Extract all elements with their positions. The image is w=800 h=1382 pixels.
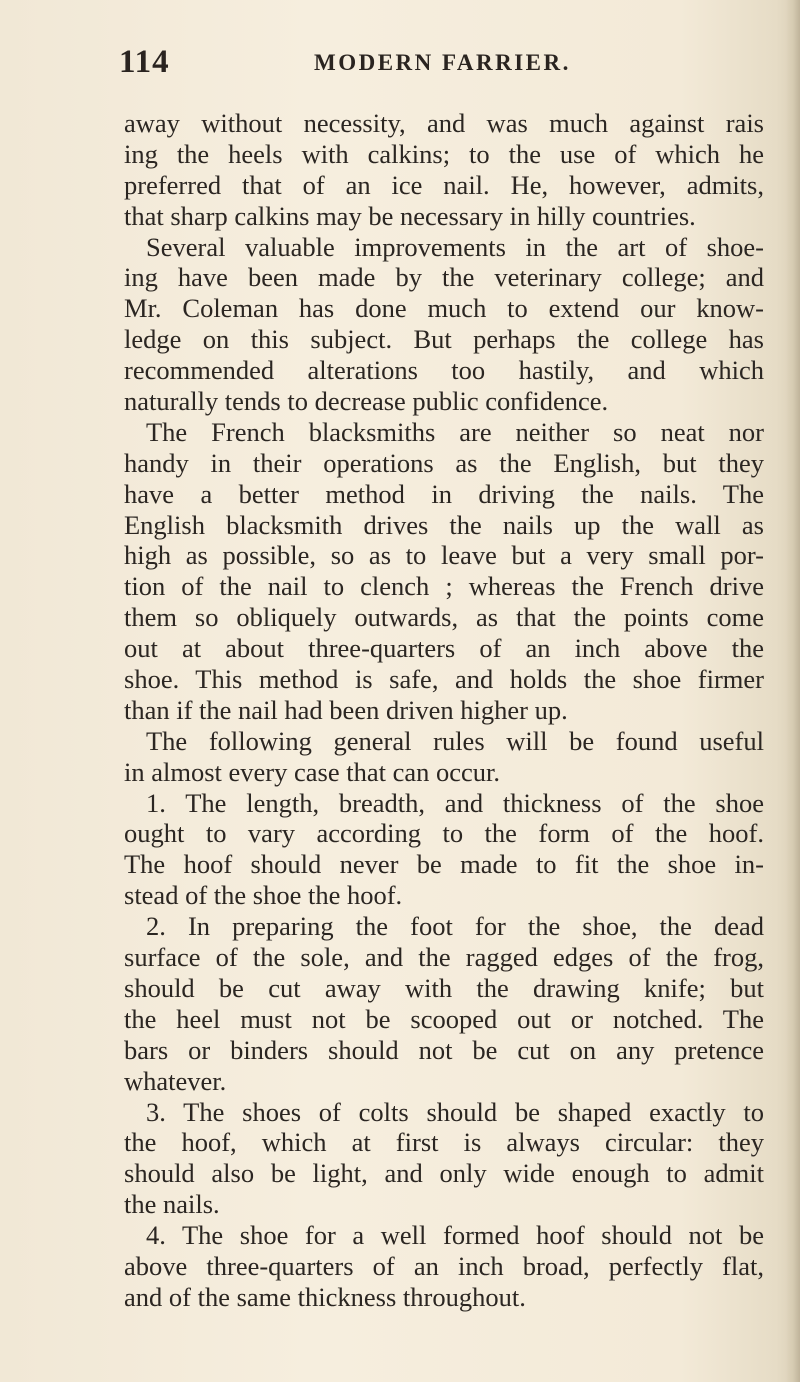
text-line: 2. In preparing the foot for the shoe, the dead <box>146 911 764 942</box>
text-line: The following general rules will be found useful <box>146 725 764 756</box>
text-line: surface of the sole, and the ragged edges of the frog, <box>124 942 764 973</box>
text-line: ing have been made by the veterinary college; and <box>124 262 764 293</box>
text-line: stead of the shoe the hoof. <box>124 880 403 911</box>
body-text <box>124 108 764 1313</box>
page-number: 114 <box>119 44 170 80</box>
text-line: English blacksmith drives the nails up the wall as <box>124 509 764 540</box>
running-head: MODERN FARRIER. <box>314 50 571 75</box>
text-line: above three-quarters of an inch broad, perfectly flat, <box>124 1250 764 1281</box>
text-line: 1. The length, breadth, and thickness of the shoe <box>146 787 764 818</box>
text-line: 4. The shoe for a well formed hoof should not be <box>146 1220 764 1251</box>
text-line: the heel must not be scooped out or notched. The <box>124 1003 764 1034</box>
text-line: out at about three-quarters of an inch above the <box>124 633 764 664</box>
text-line: preferred that of an ice nail. He, however, admits, <box>124 169 764 200</box>
text-line: Several valuable improvements in the art of shoe- <box>146 231 764 262</box>
text-line: should also be light, and only wide enough to admit <box>124 1158 764 1189</box>
text-line: than if the nail had been driven higher up. <box>124 694 568 725</box>
text-line: away without necessity, and was much against rais <box>124 108 764 138</box>
text-line: The French blacksmiths are neither so neat nor <box>146 416 764 447</box>
text-line: handy in their operations as the English, but they <box>124 447 764 478</box>
text-line: ledge on this subject. But perhaps the college has <box>124 324 764 355</box>
text-line: ing the heels with calkins; to the use of which he <box>124 138 764 169</box>
text-line: The hoof should never be made to fit the shoe in- <box>124 849 764 880</box>
text-line: have a better method in driving the nails. The <box>124 478 764 509</box>
text-line: tion of the nail to clench ; whereas the French drive <box>124 571 764 602</box>
text-line: recommended alterations too hastily, and which <box>124 355 764 386</box>
text-line: in almost every case that can occur. <box>124 756 500 787</box>
text-line: naturally tends to decrease public confidence. <box>124 386 609 417</box>
text-line: them so obliquely outwards, as that the points come <box>124 602 764 633</box>
text-line: the nails. <box>124 1189 220 1220</box>
text-line: and of the same thickness throughout. <box>124 1281 526 1312</box>
page-edge-shadow <box>786 0 800 1382</box>
text-line: bars or binders should not be cut on any pretence <box>124 1034 764 1065</box>
text-line: that sharp calkins may be necessary in hilly countries. <box>124 200 696 231</box>
text-line: shoe. This method is safe, and holds the shoe firmer <box>124 664 764 695</box>
text-line: high as possible, so as to leave but a very small por- <box>124 540 764 571</box>
text-line: whatever. <box>124 1065 227 1096</box>
text-line: should be cut away with the drawing knife; but <box>124 972 764 1003</box>
page-header <box>119 44 739 94</box>
text-line: Mr. Coleman has done much to extend our know- <box>124 293 764 324</box>
text-line: 3. The shoes of colts should be shaped exactly to <box>146 1096 764 1127</box>
text-line: ought to vary according to the form of the hoof. <box>124 818 764 849</box>
text-line: the hoof, which at first is always circular: they <box>124 1127 764 1158</box>
